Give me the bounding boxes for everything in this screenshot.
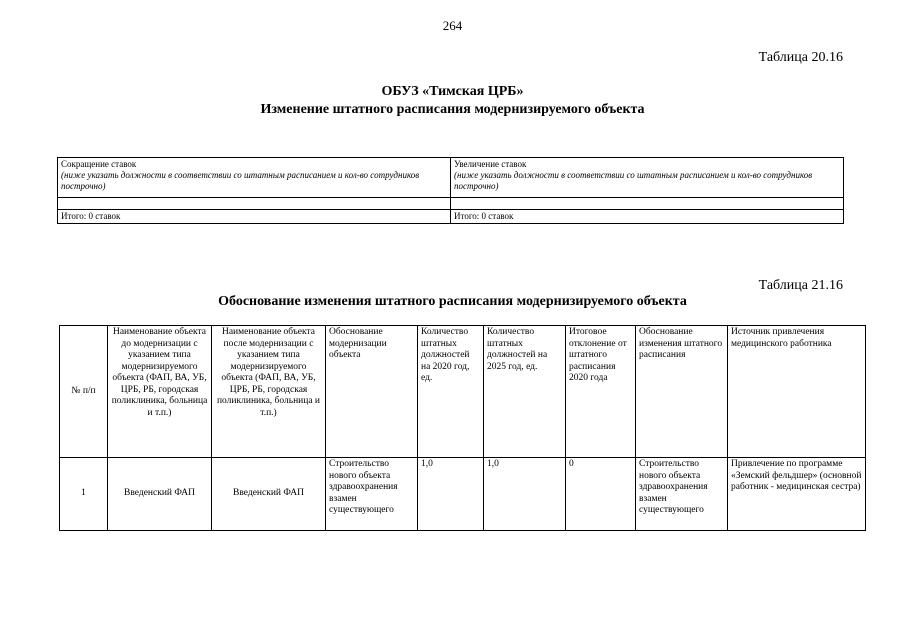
- reduction-total: Итого: 0 ставок: [58, 210, 451, 224]
- row-count-2020: 1,0: [418, 458, 484, 531]
- row-before: Введенский ФАП: [108, 458, 212, 531]
- table-row: [60, 458, 866, 531]
- table-20-label: Таблица 20.16: [758, 50, 843, 65]
- increase-header-cell: [451, 158, 844, 198]
- table-20-title: Изменение штатного расписания модернизируемого объекта: [260, 102, 645, 117]
- header-count-2020: Количество штатных должностей на 2020 год, ед.: [418, 326, 484, 458]
- row-deviation: 0: [566, 458, 636, 531]
- increase-total: Итого: 0 ставок: [451, 210, 844, 224]
- page-number: 264: [442, 18, 463, 33]
- header-after: Наименование объекта после модернизации с указанием типа модернизируемого объекта (ФАП, ВА, УБ, ЦРБ, РБ, городская поликлиника, больница и т.п.): [212, 326, 326, 458]
- header-source: Источник привлечения медицинского работника: [728, 326, 866, 458]
- header-deviation: Итоговое отклонение от штатного расписания 2020 года: [566, 326, 636, 458]
- row-justification: Строительство нового объекта здравоохранения взамен существующего: [326, 458, 418, 531]
- increase-empty-cell: [451, 198, 844, 210]
- row-source: Привлечение по программе «Земский фельдшер» (основной работник - медицинская сестра): [728, 458, 866, 531]
- row-num: 1: [60, 458, 108, 531]
- row-after: Введенский ФАП: [212, 458, 326, 531]
- reduction-note: (ниже указать должности в соответствии со штатным расписанием и кол-во сотрудников построчно): [61, 170, 420, 191]
- increase-header: Увеличение ставок: [454, 159, 527, 169]
- row-change-reason: Строительство нового объекта здравоохранения взамен существующего: [636, 458, 728, 531]
- reduction-header-cell: [58, 158, 451, 198]
- header-change-reason: Обоснование изменения штатного расписания: [636, 326, 728, 458]
- row-count-2025: 1,0: [484, 458, 566, 531]
- org-title: ОБУЗ «Тимская ЦРБ»: [381, 84, 524, 99]
- increase-note: (ниже указать должности в соответствии со штатным расписанием и кол-во сотрудников построчно): [454, 170, 813, 191]
- table-21-label: Таблица 21.16: [758, 278, 843, 293]
- header-before: Наименование объекта до модернизации с указанием типа модернизируемого объекта (ФАП, ВА, УБ, ЦРБ, РБ, городская поликлиника, больница и т.п.): [108, 326, 212, 458]
- header-justification: Обоснование модернизации объекта: [326, 326, 418, 458]
- header-num: № п/п: [60, 326, 108, 458]
- header-count-2025: Количество штатных должностей на 2025 год, ед.: [484, 326, 566, 458]
- justification-table: [59, 325, 866, 531]
- reduction-header: Сокращение ставок: [61, 159, 137, 169]
- table-21-title: Обоснование изменения штатного расписания модернизируемого объекта: [218, 294, 687, 309]
- reduction-empty-cell: [58, 198, 451, 210]
- staff-change-table: [57, 157, 844, 224]
